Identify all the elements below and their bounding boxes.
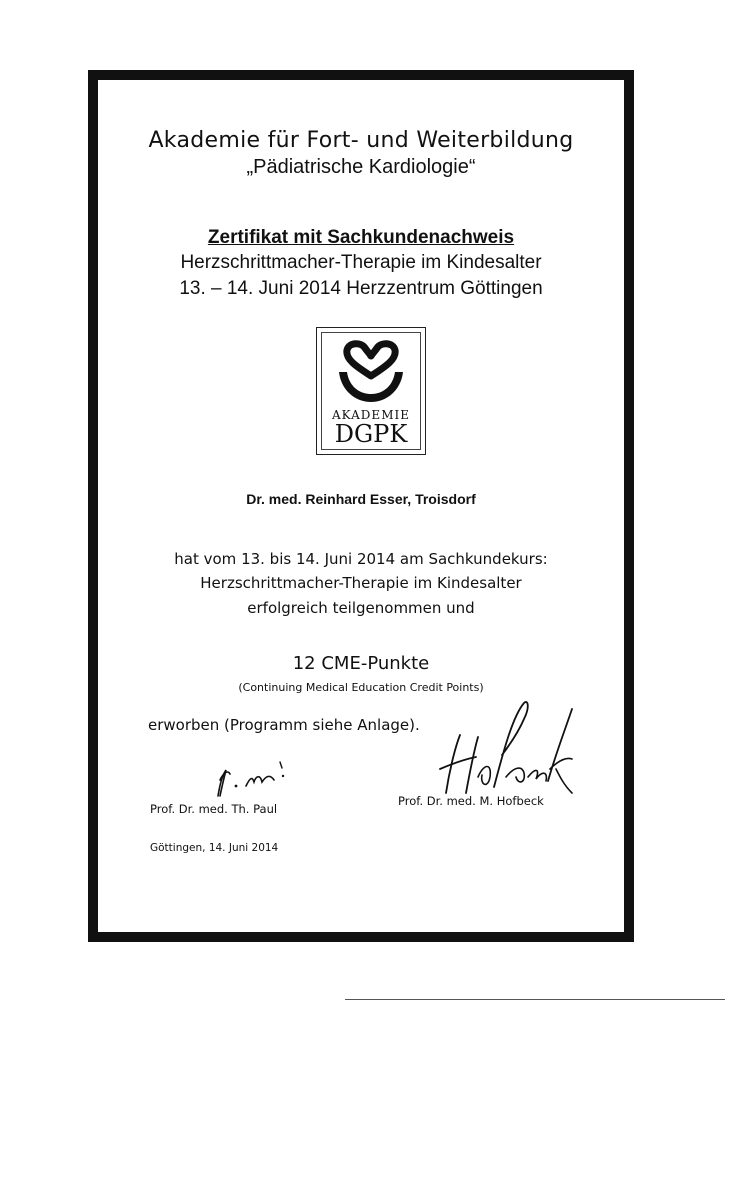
certificate-frame <box>88 70 634 942</box>
heart-logo-icon <box>331 338 411 406</box>
dgpk-logo <box>316 327 426 455</box>
body-line-2: Herzschrittmacher-Therapie im Kindesalter <box>200 574 522 592</box>
place-date: Göttingen, 14. Juni 2014 <box>150 842 279 854</box>
academy-title: Akademie für Fort- und Weiterbildung <box>148 128 574 153</box>
certificate-date-place: 13. – 14. Juni 2014 Herzzentrum Göttingen <box>179 278 543 299</box>
academy-subtitle: „Pädiatrische Kardiologie“ <box>246 156 476 178</box>
signature-left-icon <box>206 740 296 800</box>
acquired-line: erworben (Programm siehe Anlage). <box>148 716 420 734</box>
cme-explanation: (Continuing Medical Education Credit Points) <box>238 681 484 694</box>
recipient-name: Dr. med. Reinhard Esser, Troisdorf <box>246 491 476 507</box>
signature-right-icon <box>432 697 582 797</box>
logo-word-dgpk: DGPK <box>334 420 408 448</box>
cme-points: 12 CME-Punkte <box>292 653 430 674</box>
body-line-1: hat vom 13. bis 14. Juni 2014 am Sachkundekurs: <box>174 550 548 568</box>
scan-divider-line <box>345 999 725 1000</box>
certificate-title: Zertifikat mit Sachkundenachweis <box>207 227 515 248</box>
body-line-3: erfolgreich teilgenommen und <box>247 599 475 617</box>
signatory-right: Prof. Dr. med. M. Hofbeck <box>398 794 544 808</box>
logo-word-akademie: AKADEMIE <box>332 408 410 422</box>
signatory-left: Prof. Dr. med. Th. Paul <box>150 802 278 816</box>
certificate-subject: Herzschrittmacher-Therapie im Kindesalter <box>180 252 542 273</box>
